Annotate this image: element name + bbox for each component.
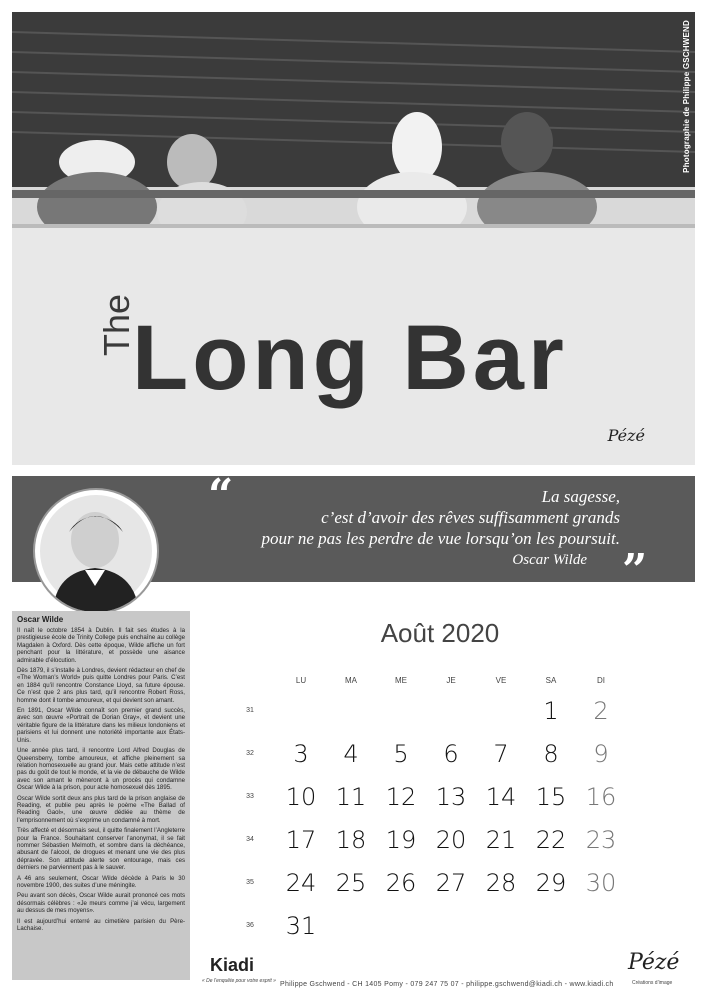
quote-line-2: c’est d’avoir des rêves suffisamment grands (321, 508, 620, 527)
calendar-day: 29 (535, 869, 567, 897)
calendar-day: 10 (285, 783, 317, 811)
calendar-day: 18 (335, 826, 367, 854)
calendar-day: 7 (493, 740, 509, 768)
biography-paragraph: En 1891, Oscar Wilde connaît son premier grand succès, avec son œuvre «Portrait de Dorian Gray», et devient une véritable figure de la littérature dans les milieux londoniens et parisiens et lui donnent une notoriété importante aux États-Unis. (17, 707, 185, 744)
biography-panel (12, 611, 190, 980)
calendar-day: 21 (485, 826, 517, 854)
calendar-day: 28 (485, 869, 517, 897)
calendar-day: 16 (585, 783, 617, 811)
footer-signature-caption: Créations d’image (632, 980, 673, 986)
footer-signature: Pézé (628, 950, 680, 975)
photo-signature: Pézé (607, 426, 645, 445)
calendar-day: 11 (335, 783, 367, 811)
week-number: 34 (246, 836, 254, 843)
photo-credit: Photographie de Philippe GSCHWEND (682, 20, 691, 173)
biography-paragraph: Il naît le octobre 1854 à Dublin. Il fait ses études à la prestigieuse école de Trinity College puis enchaîne au collège Magdalen à Oxford. Dès cette époque, Wilde affiche un fort penchant pour la littérature, et possède une aisance admirable d’élocution. (17, 627, 185, 664)
biography-paragraph: Oscar Wilde sortit deux ans plus tard de la prison anglaise de Reading, et publie peu après le poème «The Ballad of Reading Gaol», une œuvre dédiée au thème de l’emprisonnement où s’exprime un condamné à mort. (17, 794, 185, 824)
quote-line-1: La sagesse, (541, 487, 620, 506)
calendar-day: 8 (543, 740, 559, 768)
weekday-label: VE (495, 676, 507, 685)
weekday-label: DI (597, 676, 605, 685)
calendar-day: 23 (585, 826, 617, 854)
calendar-day: 6 (443, 740, 459, 768)
quote-author: Oscar Wilde (512, 552, 587, 568)
biography-paragraph: Très affecté et désormais seul, il quitte finalement l’Angleterre pour la France. Souhaitant conserver l’anonymat, il se fait nommer Sébastien Melmoth, et sombre dans la déchéance, abusant de l’alcool, de drogues et menant une vie des plus dépravée. Son attitude alerte son entourage, mais ces derniers ne parviennent pas à le sauver. (17, 827, 185, 872)
week-number: 36 (246, 922, 254, 929)
weekday-label: SA (545, 676, 557, 685)
weekday-label: ME (395, 676, 407, 685)
weekday-label: JE (446, 676, 456, 685)
week-number: 33 (246, 793, 254, 800)
calendar-day: 24 (285, 869, 317, 897)
biography-paragraph: Une année plus tard, il rencontre Lord Alfred Douglas de Queensberry, tombe amoureux, et affiche pleinement sa relation homosexuelle au grand jour. Mais cette attitude n’est pas du goût de tout le monde, et la vie de débauche de Wilde avec son amant le mèneront à un procès qui condamne Oscar Wilde à la prison, pour acte homosexuel dès 1895. (17, 747, 185, 792)
calendar-day: 13 (435, 783, 467, 811)
biography-paragraph: Peu avant son décès, Oscar Wilde aurait prononcé ces mots désormais célèbres : «Je meurs comme j’ai vécu, largement au dessus de mes moyens». (17, 892, 185, 915)
close-quote-mark: ” (622, 545, 648, 596)
kiadi-slogan: « De l’enquête pour votre esprit » (202, 978, 276, 984)
biography-title: Oscar Wilde (17, 615, 64, 624)
calendar-day: 22 (535, 826, 567, 854)
calendar-day: 3 (293, 740, 309, 768)
calendar-day: 5 (393, 740, 409, 768)
calendar-day: 12 (385, 783, 417, 811)
calendar-day: 19 (385, 826, 417, 854)
calendar-day: 17 (285, 826, 317, 854)
calendar-day: 4 (343, 740, 359, 768)
quote-text (240, 486, 620, 549)
month-title: Août 2020 (380, 618, 500, 648)
week-number: 32 (246, 750, 254, 757)
biography-paragraph: A 46 ans seulement, Oscar Wilde décède à Paris le 30 novembre 1900, des suites d’une méningite. (17, 874, 185, 889)
calendar-day: 26 (385, 869, 417, 897)
calendar-day: 30 (585, 869, 617, 897)
calendar-day: 25 (335, 869, 367, 897)
week-number: 31 (246, 707, 254, 714)
week-number: 35 (246, 879, 254, 886)
open-quote-mark: “ (208, 470, 234, 521)
author-portrait (35, 490, 157, 612)
biography-paragraph: Dès 1879, il s’installe à Londres, devient rédacteur en chef de «The Woman’s World» puis quitte Londres pour Paris. C’est en 1884 qu’il rencontre Constance Lloyd, sa future épouse. Ce n’est que 2 ans plus tard, qu’il rencontre Robert Ross, homme dont il tombe amoureux, et qui devient son amant. (17, 667, 185, 704)
sign-text-the: The (96, 293, 137, 356)
calendar-day: 2 (593, 697, 609, 725)
kiadi-logo: Kiadi (210, 955, 255, 975)
weekday-label: LU (295, 676, 307, 685)
calendar-day: 14 (485, 783, 517, 811)
biography-paragraph: Il est aujourd’hui enterré au cimetière parisien du Père-Lachaise. (17, 917, 185, 933)
calendar-day: 1 (543, 697, 559, 725)
footer-contact: Philippe Gschwend - CH 1405 Pomy - 079 247 75 07 - philippe.gschwend@kiadi.ch - www.kiadi.ch (280, 981, 614, 988)
calendar-day: 31 (285, 912, 317, 940)
cover-photo (12, 12, 695, 465)
sign-text-main: Long Bar (132, 307, 568, 409)
calendar-day: 9 (593, 740, 609, 768)
calendar-day: 20 (435, 826, 467, 854)
weekday-label: MA (345, 676, 357, 685)
quote-line-3: pour ne pas les perdre de vue lorsqu’on les poursuit. (261, 529, 620, 548)
calendar-day: 27 (435, 869, 467, 897)
calendar-day: 15 (535, 783, 567, 811)
